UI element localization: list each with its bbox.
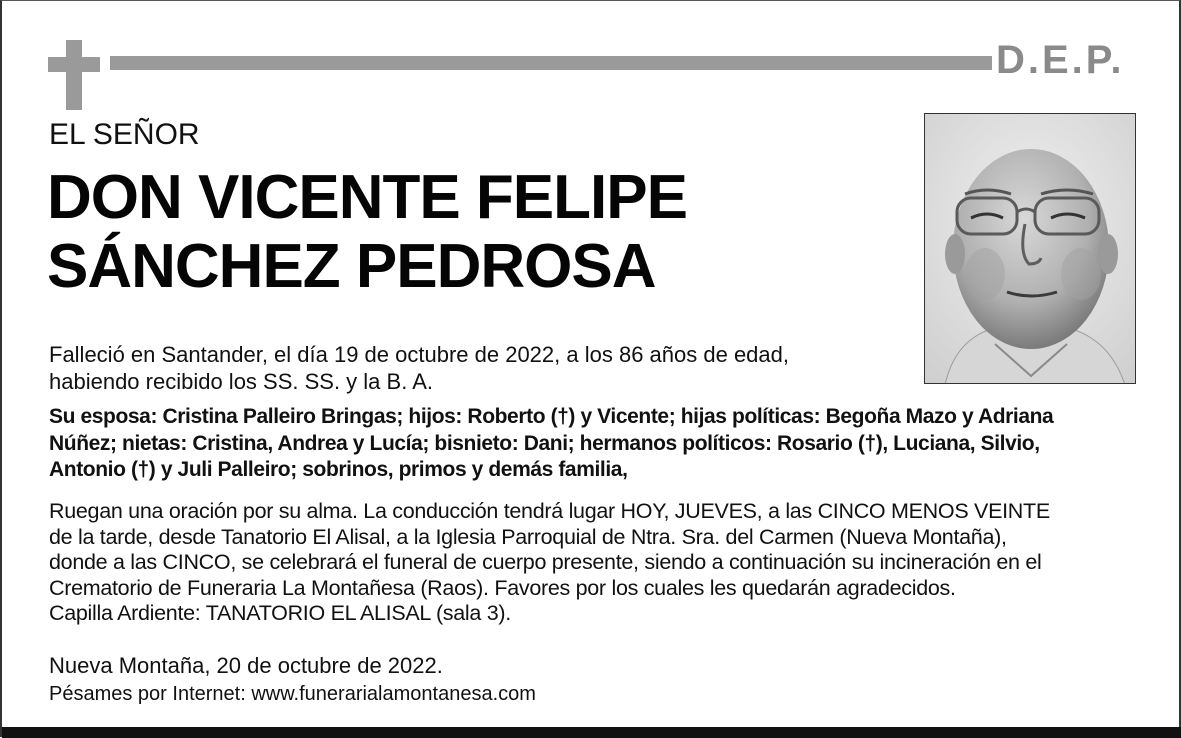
death-notice-line1: Falleció en Santander, el día 19 de octubre de 2022, a los 86 años de edad, bbox=[49, 342, 789, 367]
service-line5: Capilla Ardiente: TANATORIO EL ALISAL (sala 3). bbox=[49, 601, 511, 625]
header-rule bbox=[110, 56, 992, 70]
service-details bbox=[49, 499, 1169, 627]
deceased-name bbox=[47, 163, 687, 301]
family-line2: Núñez; nietas: Cristina, Andrea y Lucía; bisnieto: Dani; hermanos políticos: Rosario (†), Luciana, Silvio, bbox=[49, 431, 1040, 455]
cross-icon bbox=[48, 40, 100, 110]
service-line1: Ruegan una oración por su alma. La conducción tendrá lugar HOY, JUEVES, a las CINCO MENOS VEINTE bbox=[49, 499, 1050, 523]
death-notice-line2: habiendo recibido los SS. SS. y la B. A. bbox=[49, 369, 434, 394]
portrait-photo bbox=[924, 113, 1136, 384]
place-date: Nueva Montaña, 20 de octubre de 2022. bbox=[49, 653, 443, 678]
family-line3: Antonio (†) y Juli Palleiro; sobrinos, primos y demás familia, bbox=[49, 458, 628, 481]
title-prefix: EL SEÑOR bbox=[49, 118, 200, 151]
service-line2: de la tarde, desde Tanatorio El Alisal, a la Iglesia Parroquial de Ntra. Sra. del Carmen (Nueva Montaña), bbox=[49, 524, 1007, 549]
condolences-web: Pésames por Internet: www.funerarialamontanesa.com bbox=[49, 683, 536, 705]
family-list bbox=[49, 404, 1149, 484]
deceased-name-line2: SÁNCHEZ PEDROSA bbox=[47, 232, 656, 301]
service-line3: donde a las CINCO, se celebrará el funeral de cuerpo presente, siendo a continuación su incineración en el bbox=[49, 550, 1042, 574]
death-notice bbox=[49, 341, 789, 395]
family-line1: Su esposa: Cristina Palleiro Bringas; hijos: Roberto (†) y Vicente; hijas políticas: Begoña Mazo y Adriana bbox=[49, 405, 1054, 428]
service-line4: Crematorio de Funeraria La Montañesa (Raos). Favores por los cuales les quedarán agradecidos. bbox=[49, 575, 956, 600]
deceased-name-line1: DON VICENTE FELIPE bbox=[47, 163, 687, 232]
bottom-border bbox=[2, 727, 1181, 738]
dep-mark: D.E.P. bbox=[996, 38, 1125, 82]
